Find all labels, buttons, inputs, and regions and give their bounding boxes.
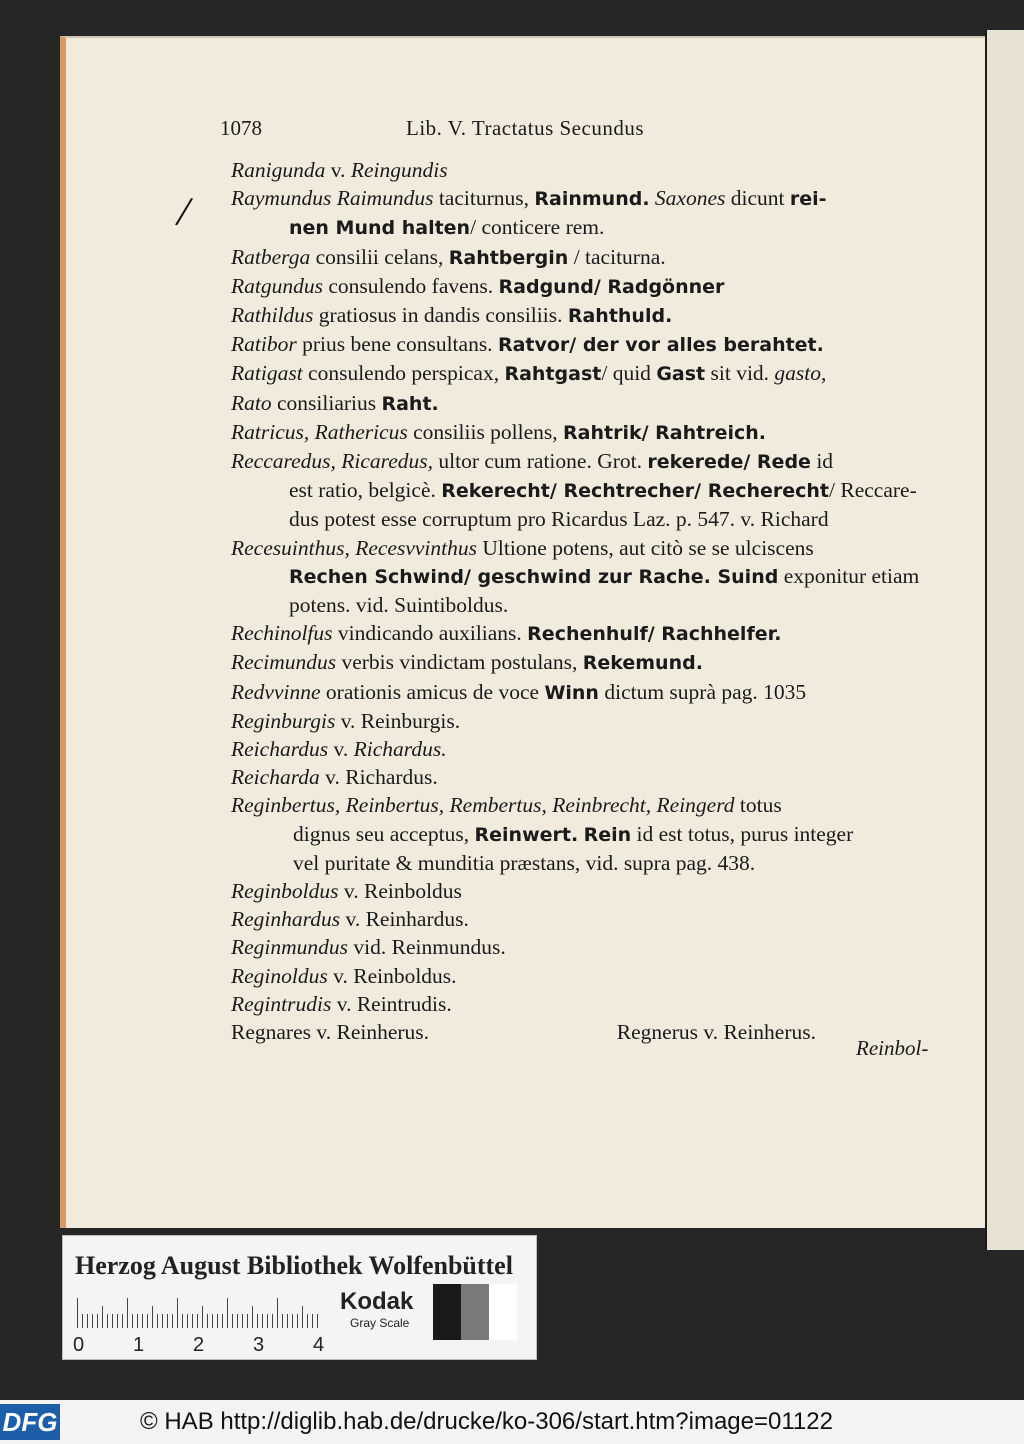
dictionary-entry [231, 707, 943, 735]
text-run: dictum suprà pag. 1035 [598, 679, 807, 704]
text-run: verbis vindictam postulans, [336, 650, 583, 675]
text-run: Regnares [231, 1020, 311, 1045]
text-run: Reginoldus [231, 963, 328, 988]
text-run: sit vid. [705, 361, 775, 386]
ruler-tick [297, 1314, 298, 1328]
ruler-tick [152, 1306, 153, 1328]
ruler-tick [187, 1314, 188, 1328]
text-run: v. Reinboldus [338, 879, 462, 904]
text-run: Ratibor [231, 332, 297, 357]
text-run: vindicando auxilians. [332, 621, 528, 646]
text-run: Recimundus [231, 650, 337, 675]
entry-line [231, 476, 943, 505]
text-run: Rahtrik/ Rahtreich. [563, 421, 767, 444]
text-run: vel puritate & munditia præstans, vid. supra pag. 438. [293, 850, 756, 875]
entry-line [231, 619, 943, 648]
text-run: / conticere rem. [470, 215, 605, 240]
text-run: Rechinolfus [231, 621, 333, 646]
entry-regnerus [617, 1018, 816, 1046]
entry-line [231, 591, 943, 619]
ruler-number: 3 [253, 1334, 265, 1356]
dictionary-entries [231, 156, 943, 1046]
text-run: Ratgundus [231, 273, 323, 298]
text-run: Reichardus [231, 737, 329, 762]
ruler-tick [77, 1298, 78, 1328]
ruler-tick [262, 1314, 263, 1328]
text-run: Reicharda [231, 765, 320, 790]
entry-line [231, 330, 943, 359]
text-run: v. Reinboldus. [327, 963, 457, 988]
entry-line [231, 534, 943, 562]
dictionary-entry [231, 990, 943, 1018]
text-run: Rechen Schwind/ geschwind zur Rache. Suind [289, 565, 779, 588]
entry-line [231, 389, 943, 418]
dictionary-entry [231, 619, 943, 648]
ruler-tick [317, 1314, 318, 1328]
text-run: Ultione potens, aut citò se se ulciscens [476, 535, 814, 560]
copyright-link[interactable]: © HAB http://diglib.hab.de/drucke/ko-306/start.htm?image=01122 [140, 1408, 833, 1435]
dictionary-entry [231, 962, 943, 990]
entry-line [231, 877, 943, 905]
ruler-tick [192, 1314, 193, 1328]
text-run: v. [325, 158, 351, 182]
dictionary-entry [231, 447, 943, 534]
text-run: v. Richardus. [319, 765, 438, 790]
entry-regnares [231, 1018, 429, 1046]
dictionary-entry [231, 933, 943, 961]
ruler-tick [147, 1314, 148, 1328]
text-run: consulendo perspicax, [302, 361, 505, 386]
text-run: gratiosus in dandis consiliis. [313, 303, 568, 328]
ruler-tick [172, 1314, 173, 1328]
text-run: rekerede/ Rede [647, 451, 811, 474]
text-run: taciturnus, [433, 186, 535, 211]
text-run: Reginburgis [231, 708, 336, 733]
page-header [220, 116, 735, 146]
text-run: Regnerus [616, 1020, 698, 1045]
gray-swatch [461, 1284, 489, 1340]
gray-scale-label: Gray Scale [350, 1316, 410, 1330]
ruler-tick [292, 1314, 293, 1328]
ruler-tick [207, 1314, 208, 1328]
entry-line [231, 763, 943, 791]
text-run: Rahtgast [504, 363, 602, 386]
dictionary-entry [231, 243, 943, 272]
gray-swatch [489, 1284, 517, 1340]
text-run: dicunt [725, 186, 790, 211]
text-run: Rainmund. [534, 188, 650, 211]
text-run: Raymundus Raimundus [231, 186, 434, 211]
ruler-tick [82, 1314, 83, 1328]
text-run: dignus seu acceptus, [293, 821, 475, 846]
entry-line [231, 505, 943, 533]
entry-line [231, 272, 943, 301]
ruler-tick [287, 1314, 288, 1328]
text-run: Radgund/ Radgönner [498, 275, 725, 298]
entry-line [231, 707, 943, 735]
text-run: Reingundis [350, 158, 448, 182]
text-run: rei- [789, 188, 827, 211]
dictionary-entry [231, 905, 943, 933]
ruler-tick [117, 1314, 118, 1328]
text-run: Winn [544, 681, 599, 704]
text-run: Recesuinthus, Recesvvinthus [231, 535, 477, 560]
ruler-tick [177, 1298, 178, 1328]
ruler-tick [132, 1314, 133, 1328]
ruler-tick [267, 1314, 268, 1328]
ruler-tick [312, 1314, 313, 1328]
book-page [60, 36, 985, 1228]
ruler-number: 4 [313, 1334, 325, 1356]
entry-line [231, 648, 943, 677]
text-run: Reginboldus [231, 879, 339, 904]
ruler-tick [282, 1314, 283, 1328]
text-run: potens. vid. Suintiboldus. [289, 593, 509, 618]
text-run: Rathildus [231, 303, 314, 328]
text-run: Rechenhulf/ Rachhelfer. [527, 623, 782, 646]
ruler-tick [217, 1314, 218, 1328]
ruler-tick [237, 1314, 238, 1328]
text-run: consiliis pollens, [407, 419, 564, 444]
entry-line [231, 447, 943, 476]
text-run: consilii celans, [310, 244, 449, 269]
dictionary-entry [231, 359, 943, 388]
dictionary-entry [231, 418, 943, 447]
ruler-tick [197, 1314, 198, 1328]
text-run: v. Reinherus. [311, 1020, 430, 1045]
ruler-tick [142, 1314, 143, 1328]
final-two-column-line [231, 1018, 816, 1046]
ruler-tick [157, 1314, 158, 1328]
dictionary-entry [231, 763, 943, 791]
ruler-tick [227, 1298, 228, 1328]
text-run: exponitur etiam [778, 563, 920, 588]
ruler-tick [252, 1306, 253, 1328]
entry-line [231, 820, 943, 849]
dictionary-entry [231, 648, 943, 677]
ruler-number: 1 [133, 1334, 145, 1356]
dictionary-entry [231, 735, 943, 763]
page-number: 1078 [220, 116, 262, 140]
ruler-tick [257, 1314, 258, 1328]
dictionary-entry [231, 184, 943, 242]
ruler-tick [112, 1314, 113, 1328]
entry-line [231, 933, 943, 961]
dictionary-entry [231, 678, 943, 707]
text-run: est ratio, belgicè. [289, 478, 442, 503]
entry-line [231, 735, 943, 763]
ruler-tick [137, 1314, 138, 1328]
text-run: Reccaredus, Ricaredus, [231, 449, 433, 474]
text-run: Rekemund. [582, 652, 703, 675]
ruler-tick [102, 1306, 103, 1328]
entry-line [231, 243, 943, 272]
dictionary-entry [231, 301, 943, 330]
text-run: / taciturna. [568, 244, 666, 269]
text-run: Rekerecht/ Rechtrecher/ Recherecht [441, 480, 830, 503]
ruler-tick [107, 1314, 108, 1328]
text-run: Rahtbergin [448, 246, 569, 269]
text-run: Ratberga [231, 244, 311, 269]
text-run: v. Reinburgis. [335, 708, 461, 733]
facing-page-edge [985, 30, 1024, 1250]
text-run: v. Reintrudis. [331, 991, 452, 1016]
text-run: v. Reinhardus. [340, 907, 469, 932]
text-run: prius bene consultans. [296, 332, 498, 357]
entry-line [231, 849, 943, 877]
ruler-tick [307, 1314, 308, 1328]
library-name: Herzog August Bibliothek Wolfenbüttel [75, 1251, 513, 1280]
ruler-tick [232, 1314, 233, 1328]
entry-line [231, 359, 943, 388]
text-run: id [810, 449, 834, 474]
ruler-tick [182, 1314, 183, 1328]
dfg-logo: DFG [0, 1404, 60, 1440]
text-run: Rato [231, 390, 272, 415]
text-run: Richardus. [353, 737, 447, 762]
measurement-ruler [77, 1296, 317, 1328]
catchword: Reinbol- [856, 1036, 929, 1060]
ruler-tick [162, 1314, 163, 1328]
ruler-tick [222, 1314, 223, 1328]
text-run: consiliarius [271, 390, 382, 415]
dictionary-entry [231, 272, 943, 301]
ruler-tick [242, 1314, 243, 1328]
text-run: Ratigast [231, 361, 303, 386]
entry-line [231, 962, 943, 990]
dictionary-entry [231, 156, 943, 184]
text-run: v. Reinherus. [697, 1020, 816, 1045]
text-run: Saxones [654, 186, 726, 211]
gray-swatches [433, 1284, 517, 1340]
text-run: Gast [656, 363, 706, 386]
text-run: Rahthuld. [567, 305, 673, 328]
ruler-tick [212, 1314, 213, 1328]
text-run: Reginbertus, Reinbertus, Rembertus, Reinbrecht, Reingerd [231, 793, 735, 818]
text-run: Ratricus, Rathericus [231, 419, 408, 444]
entry-line [231, 990, 943, 1018]
dictionary-entry [231, 877, 943, 905]
gray-swatch [433, 1284, 461, 1340]
text-run: id est totus, purus integer [631, 821, 854, 846]
ruler-tick [87, 1314, 88, 1328]
text-run: Ranigunda [231, 158, 326, 182]
text-run: v. [328, 737, 354, 762]
ruler-tick [92, 1314, 93, 1328]
ruler-tick [97, 1314, 98, 1328]
ruler-number: 2 [193, 1334, 205, 1356]
kodak-logo: Kodak [340, 1288, 414, 1315]
ruler-number: 0 [73, 1334, 85, 1356]
text-run: nen Mund halten [289, 217, 471, 240]
text-run: Reginhardus [231, 907, 341, 932]
dictionary-entry [231, 389, 943, 418]
entry-line [231, 418, 943, 447]
text-run: Raht. [381, 392, 439, 415]
ruler-tick [167, 1314, 168, 1328]
entry-line [231, 213, 943, 242]
text-run: dus potest esse corruptum pro Ricardus Laz. p. 547. v. Richard [289, 507, 829, 532]
running-title: Lib. V. Tractatus Secundus [406, 116, 644, 140]
margin-annotation: / [173, 186, 196, 237]
entry-line [231, 562, 943, 591]
entry-line [231, 905, 943, 933]
text-run: Regintrudis [231, 991, 332, 1016]
text-run: Rein [583, 823, 632, 846]
entry-line [231, 678, 943, 707]
ruler-tick [277, 1298, 278, 1328]
text-run: ultor cum ratione. Grot. [433, 449, 648, 474]
ruler-tick [272, 1314, 273, 1328]
ruler-tick [127, 1298, 128, 1328]
ruler-tick [247, 1314, 248, 1328]
dictionary-entry [231, 791, 943, 877]
text-run: Reginmundus [231, 935, 349, 960]
ruler-tick [122, 1314, 123, 1328]
text-run: vid. Reinmundus. [348, 935, 506, 960]
text-run: Redvvinne [231, 679, 321, 704]
ruler-tick [302, 1306, 303, 1328]
text-run: consulendo favens. [322, 273, 499, 298]
text-run: Reinwert. [474, 823, 579, 846]
ruler-tick [202, 1306, 203, 1328]
text-run: / quid [601, 361, 657, 386]
text-run: Ratvor/ der vor alles berahtet. [497, 334, 824, 357]
color-calibration-bar [62, 1235, 537, 1360]
entry-line [231, 791, 943, 819]
text-run: gasto, [774, 361, 827, 386]
dictionary-entry [231, 534, 943, 620]
entry-line [231, 156, 943, 184]
entry-line [231, 301, 943, 330]
text-run: orationis amicus de voce [320, 679, 545, 704]
text-run: / Reccare- [829, 478, 917, 503]
dictionary-entry [231, 330, 943, 359]
entry-line [231, 184, 943, 213]
text-run: totus [734, 793, 782, 818]
